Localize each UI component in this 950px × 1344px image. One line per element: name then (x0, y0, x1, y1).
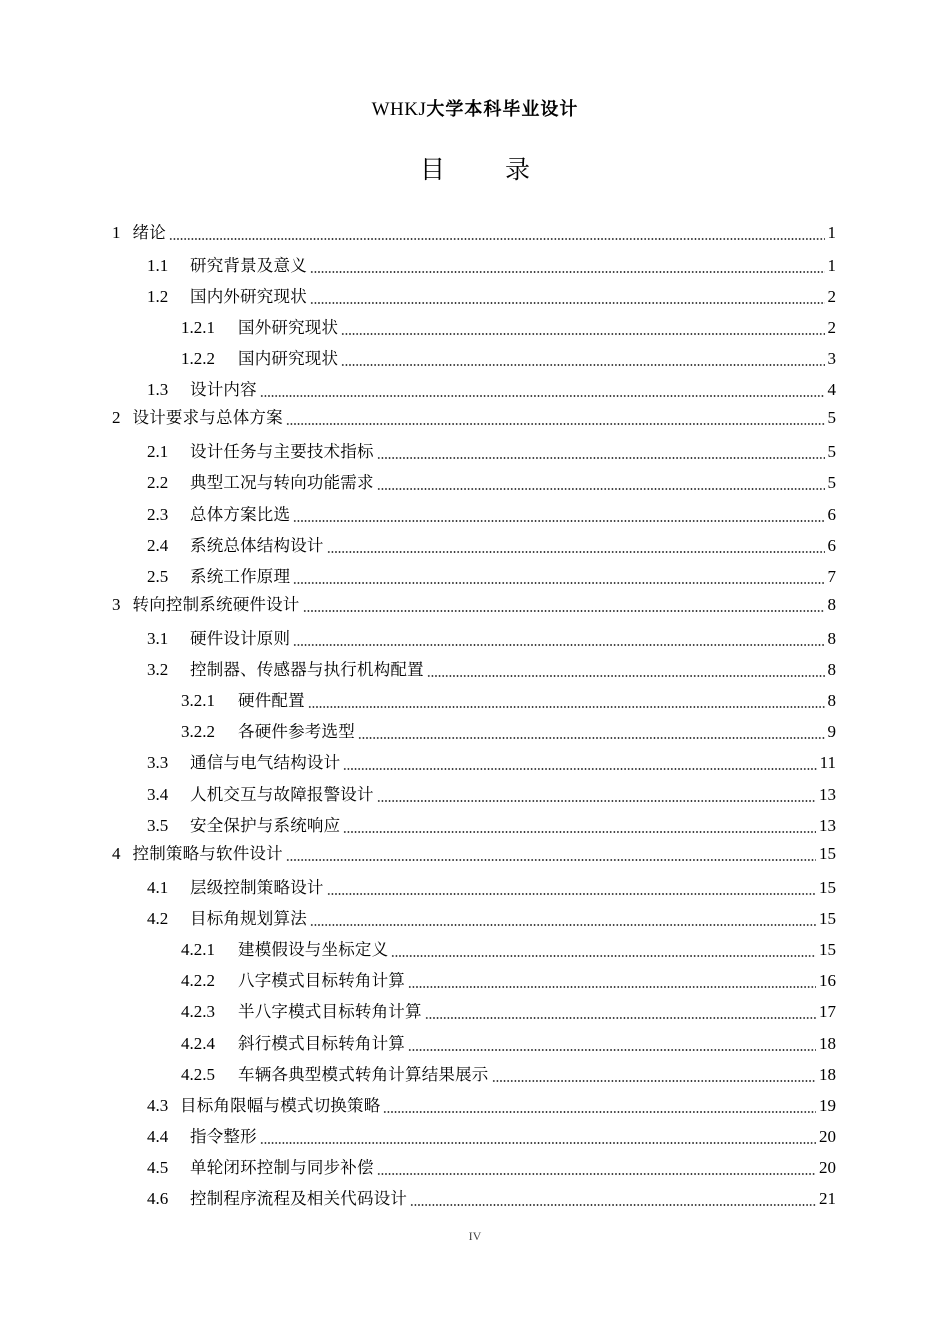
toc-entry-page: 8 (827, 595, 836, 614)
toc-entry[interactable] (0, 782, 836, 808)
toc-entry[interactable] (0, 284, 836, 310)
toc-entry-title: 设计要求与总体方案 (132, 408, 283, 427)
toc-entry-number: 4.3 (147, 1096, 169, 1115)
toc-entry-number: 1 (112, 223, 121, 242)
toc-dot-leader (303, 610, 825, 612)
toc-entry[interactable] (0, 968, 836, 994)
toc-entry-page: 13 (819, 816, 836, 835)
toc-dot-leader (427, 675, 825, 677)
toc-entry-title: 总体方案比选 (190, 505, 291, 524)
toc-dot-leader (293, 520, 824, 522)
toc-entry-title: 单轮闭环控制与同步补偿 (190, 1158, 374, 1177)
toc-dot-leader (308, 706, 825, 708)
toc-entry-number: 4 (112, 844, 121, 863)
toc-entry-page: 3 (827, 349, 836, 368)
toc-dot-leader (293, 644, 824, 646)
toc-entry-number: 4.5 (147, 1158, 169, 1177)
toc-entry-number: 3 (112, 595, 121, 614)
toc-dot-leader (343, 831, 816, 833)
toc-entry-number: 3.2.1 (181, 691, 215, 710)
toc-dot-leader (343, 768, 816, 770)
page-number: IV (468, 1229, 482, 1243)
toc-entry-number: 1.2.1 (181, 318, 215, 337)
toc-dot-leader (377, 457, 825, 459)
toc-entry-page: 18 (819, 1065, 836, 1084)
toc-dot-leader (286, 423, 825, 425)
toc-entry-title: 指令整形 (190, 1127, 257, 1146)
toc-entry[interactable] (0, 688, 836, 714)
toc-entry-number: 3.2 (147, 660, 169, 679)
toc-dot-leader (377, 488, 825, 490)
toc-entry[interactable] (0, 533, 836, 559)
toc-entry[interactable] (0, 1155, 836, 1181)
toc-dot-leader (358, 737, 825, 739)
toc-dot-leader (327, 893, 816, 895)
toc-entry-page: 2 (827, 287, 836, 306)
toc-entry-page: 1 (827, 223, 836, 242)
toc-entry-title: 系统工作原理 (190, 567, 291, 586)
toc-dot-leader (408, 1049, 816, 1051)
toc-dot-leader (383, 1111, 816, 1113)
toc-entry-number: 2.2 (147, 473, 169, 492)
toc-dot-leader (310, 924, 816, 926)
toc-entry-title: 通信与电气结构设计 (190, 753, 341, 772)
toc-entry-title: 国内外研究现状 (190, 287, 307, 306)
toc-dot-leader (260, 395, 825, 397)
toc-entry-number: 4.2.3 (181, 1002, 215, 1021)
toc-entry[interactable] (0, 750, 836, 776)
toc-entry-title: 国内研究现状 (238, 349, 339, 368)
toc-entry[interactable] (0, 502, 836, 528)
toc-entry-number: 4.2.4 (181, 1034, 215, 1053)
toc-entry-title: 目标角限幅与模式切换策略 (180, 1096, 381, 1115)
toc-entry-page: 19 (819, 1096, 836, 1115)
toc-entry[interactable] (0, 315, 836, 341)
toc-entry-page: 9 (827, 722, 836, 741)
toc-entry[interactable] (0, 1124, 836, 1150)
toc-entry-number: 1.2 (147, 287, 169, 306)
header-latin: WHKJ (371, 99, 427, 120)
toc-dot-leader (327, 551, 825, 553)
toc-entry[interactable] (0, 253, 836, 279)
toc-entry-title: 硬件设计原则 (190, 629, 291, 648)
toc-entry[interactable] (0, 564, 836, 590)
toc-dot-leader (391, 955, 816, 957)
toc-entry[interactable] (0, 999, 836, 1025)
toc-dot-leader (492, 1080, 817, 1082)
toc-entry-title: 层级控制策略设计 (190, 878, 324, 897)
toc-dot-leader (377, 800, 816, 802)
toc-entry-number: 3.3 (147, 753, 169, 772)
toc-entry-number: 3.4 (147, 785, 169, 804)
toc-entry-page: 20 (819, 1158, 836, 1177)
toc-entry-number: 1.3 (147, 380, 169, 399)
toc-dot-leader (260, 1142, 816, 1144)
toc-entry-page: 11 (819, 753, 836, 772)
toc-entry-number: 2.5 (147, 567, 169, 586)
toc-entry-title: 设计任务与主要技术指标 (190, 442, 374, 461)
toc-dot-leader (341, 364, 824, 366)
toc-entry-title: 系统总体结构设计 (190, 536, 324, 555)
toc-entry-page: 1 (827, 256, 836, 275)
toc-entry-title: 典型工况与转向功能需求 (190, 473, 374, 492)
toc-entry-title: 控制器、传感器与执行机构配置 (190, 660, 424, 679)
toc-entry-number: 2.3 (147, 505, 169, 524)
toc-entry-page: 16 (819, 971, 836, 990)
toc-entry-title: 各硬件参考选型 (238, 722, 355, 741)
toc-dot-leader (310, 271, 825, 273)
toc-entry-title: 控制程序流程及相关代码设计 (190, 1189, 408, 1208)
toc-entry-page: 8 (827, 629, 836, 648)
toc-entry-title: 控制策略与软件设计 (132, 844, 283, 863)
toc-entry[interactable] (0, 439, 836, 465)
toc-entry[interactable] (0, 657, 836, 683)
toc-entry[interactable] (0, 626, 836, 652)
toc-entry-page: 2 (827, 318, 836, 337)
toc-entry-number: 1.2.2 (181, 349, 215, 368)
toc-entry-page: 21 (819, 1189, 836, 1208)
toc-entry-page: 8 (827, 691, 836, 710)
toc-entry-title: 建模假设与坐标定义 (238, 940, 389, 959)
toc-dot-leader (169, 238, 825, 240)
page-title: 目 录 (420, 155, 556, 184)
toc-entry-number: 2.4 (147, 536, 169, 555)
toc-entry[interactable] (0, 1062, 836, 1088)
toc-entry-number: 4.1 (147, 878, 169, 897)
toc-entry-page: 7 (827, 567, 836, 586)
toc-entry-number: 3.1 (147, 629, 169, 648)
toc-entry-number: 4.2 (147, 909, 169, 928)
toc-entry-title: 硬件配置 (238, 691, 305, 710)
toc-entry[interactable] (0, 719, 836, 745)
toc-dot-leader (286, 859, 816, 861)
toc-entry[interactable] (0, 470, 836, 496)
toc-entry-page: 5 (827, 473, 836, 492)
toc-entry-number: 1.1 (147, 256, 169, 275)
toc-entry-title: 人机交互与故障报警设计 (190, 785, 374, 804)
toc-entry-title: 国外研究现状 (238, 318, 339, 337)
toc-entry[interactable] (0, 1186, 836, 1212)
toc-entry-number: 4.2.2 (181, 971, 215, 990)
toc-entry[interactable] (0, 841, 836, 867)
toc-dot-leader (408, 986, 816, 988)
toc-entry-page: 6 (827, 536, 836, 555)
toc-dot-leader (310, 302, 825, 304)
toc-entry-page: 15 (819, 844, 836, 863)
toc-entry-page: 20 (819, 1127, 836, 1146)
toc-entry-page: 5 (827, 408, 836, 427)
toc-entry-page: 4 (827, 380, 836, 399)
toc-entry-page: 8 (827, 660, 836, 679)
toc-entry[interactable] (0, 937, 836, 963)
toc-entry-title: 半八字模式目标转角计算 (238, 1002, 422, 1021)
toc-entry[interactable] (0, 592, 836, 618)
toc-dot-leader (377, 1173, 816, 1175)
toc-entry[interactable] (0, 1031, 836, 1057)
toc-entry-title: 转向控制系统硬件设计 (132, 595, 300, 614)
toc-entry-page: 18 (819, 1034, 836, 1053)
toc-entry-number: 3.5 (147, 816, 169, 835)
toc-entry-page: 15 (819, 909, 836, 928)
toc-entry-title: 八字模式目标转角计算 (238, 971, 405, 990)
toc-entry-number: 4.4 (147, 1127, 169, 1146)
toc-entry-number: 4.2.1 (181, 940, 215, 959)
toc-dot-leader (293, 582, 824, 584)
toc-entry[interactable] (0, 377, 836, 403)
toc-entry-title: 研究背景及意义 (190, 256, 307, 275)
toc-entry[interactable] (0, 875, 836, 901)
toc-entry[interactable] (0, 220, 836, 246)
toc-dot-leader (425, 1017, 816, 1019)
toc-entry-number: 3.2.2 (181, 722, 215, 741)
toc-entry-page: 6 (827, 505, 836, 524)
toc-dot-leader (410, 1204, 816, 1206)
toc-entry-page: 5 (827, 442, 836, 461)
toc-entry[interactable] (0, 346, 836, 372)
toc-entry-title: 绪论 (132, 223, 166, 242)
toc-entry-number: 4.2.5 (181, 1065, 215, 1084)
header-title: 大学本科毕业设计 (426, 99, 579, 120)
toc-dot-leader (341, 333, 824, 335)
toc-entry-title: 斜行模式目标转角计算 (238, 1034, 405, 1053)
toc-entry-page: 15 (819, 940, 836, 959)
toc-entry-page: 13 (819, 785, 836, 804)
toc-entry[interactable] (0, 906, 836, 932)
toc-entry-title: 车辆各典型模式转角计算结果展示 (238, 1065, 489, 1084)
toc-entry[interactable] (0, 813, 836, 839)
toc-entry-title: 目标角规划算法 (190, 909, 307, 928)
toc-entry-title: 安全保护与系统响应 (190, 816, 341, 835)
toc-entry-number: 2 (112, 408, 121, 427)
toc-entry[interactable] (0, 1093, 836, 1119)
toc-entry-page: 17 (819, 1002, 836, 1021)
toc-entry-title: 设计内容 (190, 380, 257, 399)
toc-entry-page: 15 (819, 878, 836, 897)
toc-entry[interactable] (0, 405, 836, 431)
toc-entry-number: 2.1 (147, 442, 169, 461)
toc-entry-number: 4.6 (147, 1189, 169, 1208)
